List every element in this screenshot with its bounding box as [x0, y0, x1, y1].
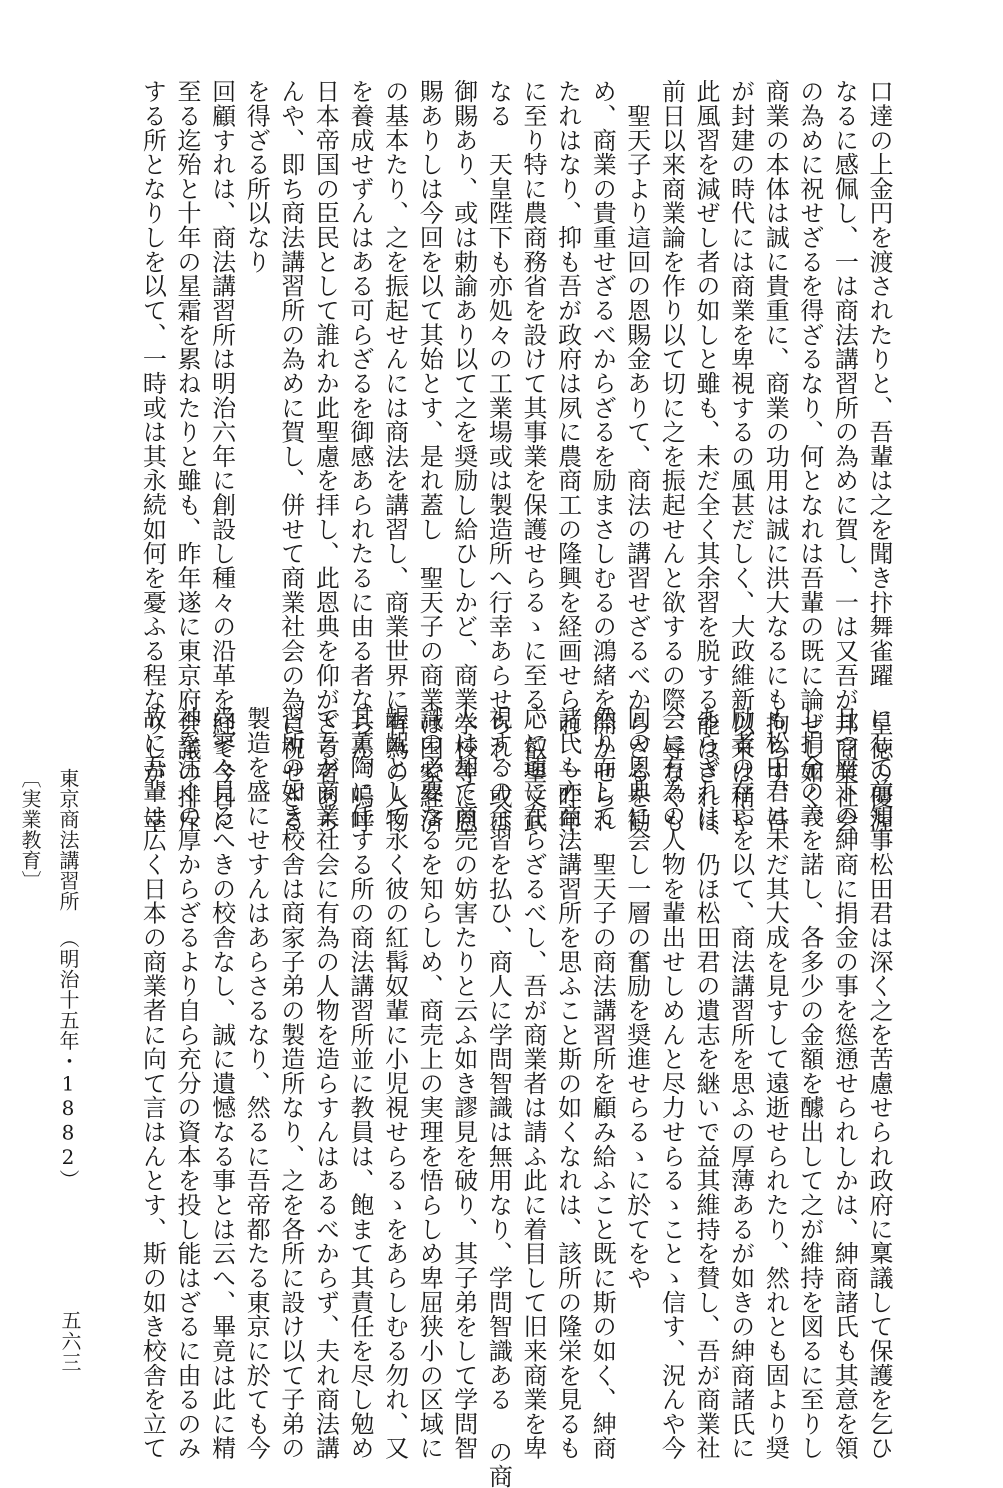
- text-column: に至り特に農商務省を設けて其事業を保護せらるゝに至る、叡聖文武: [519, 79, 547, 833]
- text-column: 回顧すれは、商法講習所は明治六年に創設し種々の沿革を経て今日に: [207, 79, 236, 833]
- document-title: 東京商法講習所: [56, 768, 80, 912]
- text-column: 且つ府下の紳商に捐金の事を慫慂せられしかは、紳商諸氏も其意を領: [830, 706, 859, 1460]
- text-column: が封建の時代には商業を卑視するの風甚だしく、大政維新以来は稍や: [726, 79, 755, 833]
- text-column: んや、即ち商法講習所の為めに賀し、併せて商業社会の為に祝せざる: [276, 79, 305, 833]
- text-column: 視するの余習を払ひ、商人に学問智識は無用なり、学問智識ある の商: [484, 706, 513, 1488]
- text-column: し捐金の義を諾し、各多少の金額を醵出して之が維持を図るに至りし: [795, 706, 824, 1460]
- text-column: なる 天皇陛下も亦処々の工業場或は製造所へ行幸あらせられ、或は: [484, 79, 513, 833]
- text-column: たれはなり、抑も吾が政府は夙に農商工の隆興を経画せられ、一昨年: [553, 79, 582, 833]
- text-column: て吾が商業社会に有為の人物を造らすんはあるべからず、夫れ商法講: [311, 706, 340, 1460]
- text-column: 人は却て商売の妨害たりと云ふ如き謬見を破り、其子弟をして学問智: [449, 706, 478, 1460]
- document-date: （明治十五年・1882）: [56, 928, 80, 1190]
- text-column: あらざれは、仍ほ松田君の遺志を継いで益其維持を賛し、吾が商業社: [692, 706, 720, 1460]
- text-column: 口達の上金円を渡されたりと、吾輩は之を聞き抃舞雀躍 皇徳の優渥: [865, 79, 893, 833]
- text-column: 御賜あり、或は勅諭あり以て之を奨励し給ひしかど、商業学校等に恩: [449, 79, 478, 833]
- text-column: 然り而して 聖天子の商法講習所を顧み給ふこと既に斯の如く、紳商: [588, 706, 617, 1460]
- page-number: 五六三: [58, 1310, 82, 1373]
- text-column: め、商業の貴重せざるべからざるを励まさしむるの鴻緒を開かせられ: [588, 79, 617, 833]
- text-column: 尚寥々見るへきの校舎なし、誠に遺憾なる事とは云へ、畢竟は此に精: [207, 706, 236, 1460]
- text-column: 習所の如き校舎は商家子弟の製造所なり、之を各所に設け以て子弟の: [276, 706, 305, 1460]
- text-column: の基本たり、之を振起せんには商法を講習し、商業世界に有為の人物: [380, 79, 409, 833]
- text-column: を得ざる所以なり: [242, 79, 271, 274]
- text-column: 賜ありしは今回を以て其始とす、是れ蓋し 聖天子の商業は国家経済: [415, 79, 444, 833]
- text-column: 故に吾輩は広く日本の商業者に向て言はんとす、斯の如き校舎を立て: [138, 706, 167, 1460]
- text-column: 応に遠に在らざるべし、吾が商業者は請ふ此に着目して旧来商業を卑: [519, 706, 547, 1460]
- text-column: 製造を盛にせすんはあらさるなり、然るに吾帝都たる東京に於ても今: [242, 706, 271, 1460]
- text-column: なるに感佩し、一は商法講習所の為めに賀し、一は又吾が邦商業社会: [830, 79, 859, 833]
- text-column: 回の恩典に会し一層の奮励を奨進せらるゝに於てをや: [622, 706, 651, 1290]
- text-column: 前日以来商業論を作り以て切に之を振起せんと欲するの際、辱なくも: [657, 79, 686, 833]
- text-column: 至る迄殆と十年の星霜を累ねたりと雖も、昨年遂に東京府会議の排斥: [173, 79, 201, 833]
- text-column: 此風習を減ぜし者の如しと雖も、未だ全く其余習を脱する能はざれは: [692, 79, 720, 833]
- text-column: 商業の本体は誠に貴重に、商業の功用は誠に洪大なるにも拘らす、吾: [761, 79, 790, 833]
- text-column: にして前知事松田君は深く之を苦慮せられ政府に稟議して保護を乞ひ: [865, 706, 893, 1460]
- text-column: 神を注ぐの厚からざるより自ら充分の資本を投し能はざるに由るのみ: [173, 706, 201, 1460]
- text-column: も松田君は未だ其大成を見すして遠逝せられたり、然れとも固より奨: [761, 706, 790, 1460]
- text-column: を養成せずんはある可らざるを御感あられたるに由る者ならん、嗚呼: [346, 79, 374, 833]
- text-column: 識の必要なるを知らしめ、商売上の実理を悟らしめ卑屈狭小の区域に: [415, 706, 444, 1460]
- text-column: の為めに祝せざるを得ざるなり、何となれは吾輩の既に論ぜし如く、: [795, 79, 824, 833]
- section-label: 〔実業教育〕: [18, 768, 42, 891]
- text-column: 齷齪として永く彼の紅髯奴輩に小児視せらるゝをあらしむる勿れ、又: [380, 706, 409, 1460]
- text-column: 日本帝国の臣民として誰れか此聖慮を拝し、此恩典を仰がざる者あら: [311, 79, 340, 833]
- text-column: する所となりしを以て、一時或は其永続如何を憂ふる程なりしが、幸: [138, 79, 167, 833]
- text-column: 諸氏も亦商法講習所を思ふこと斯の如くなれは、該所の隆栄を見るも: [553, 706, 582, 1460]
- text-column: 励者の存亡を以て、商法講習所を思ふの厚薄あるが如きの紳商諸氏に: [726, 706, 755, 1460]
- text-column: 其薫陶に任する所の商法講習所並に教員は、飽まて其責任を尽し勉め: [346, 706, 374, 1460]
- text-column: 聖天子より這回の恩賜金ありて、商法の講習せざるべからざるを勧: [622, 79, 651, 833]
- text-column: 会に有為の人物を輩出せしめんと尽力せらるゝことゝ信す、況んや今: [657, 706, 686, 1460]
